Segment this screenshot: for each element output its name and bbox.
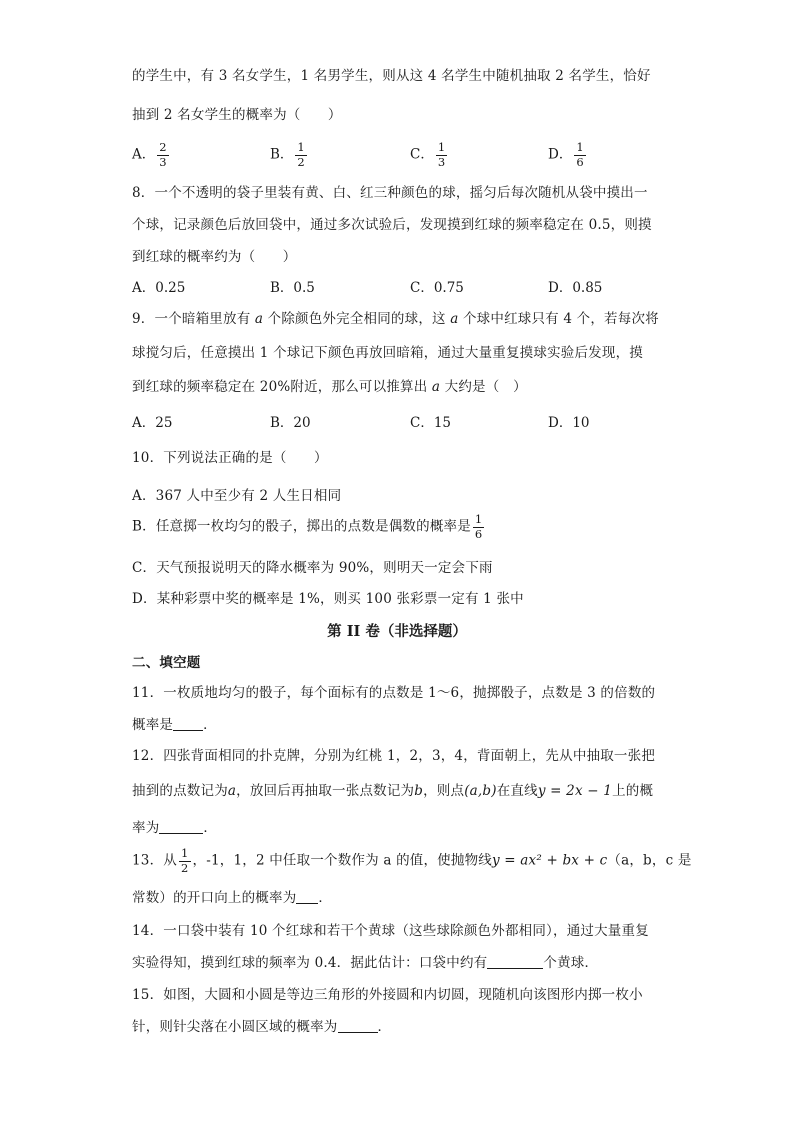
q12-line1: 12．四张背面相同的扑克牌，分别为红桃 1，2，3，4，背面朝上，先从中抽取一张把 [132,748,656,764]
q13-equation: y = ax² + bx + c [491,852,608,869]
q15-line2: 针，则针尖落在小圆区域的概率为 ． [132,1019,392,1035]
q12-line3: 率为 ． [132,820,218,836]
q13-line2: 常数）的开口向上的概率为 ． [132,890,333,906]
q7-option-c-fraction: $\frac{1}{3}$ [437,140,446,169]
q15-answer-blank[interactable] [338,1018,378,1033]
q11-line2: 概率是 ． [132,717,217,733]
q10-stem: 10．下列说法正确的是（ ） [132,450,328,466]
q14-answer-blank[interactable] [487,954,543,969]
q13-answer-blank[interactable] [296,889,318,904]
q12-answer-blank[interactable] [159,819,203,834]
q10-option-c: C．天气预报说明天的降水概率为 90%，则明天一定会下雨 [132,560,493,576]
q9-option-b: B．20 [270,415,311,431]
q8-line2: 个球，记录颜色后放回袋中，通过多次试验后，发现摸到红球的频率稳定在 0.5，则摸 [132,217,652,233]
q12-equation: y = 2x − 1 [537,783,613,799]
q12-point: (a,b) [464,783,497,799]
q14-line1: 14．一口袋中装有 10 个红球和若干个黄球（这些球除颜色外都相同），通过大量重复 [132,923,649,939]
q13-line1: 13．从 $\frac{1}{2}$ ，-1，1，2 中任取一个数作为 a 的值，使抛物线y = ax² + bx + c（a，b，c 是 [132,846,692,875]
q7-option-d-fraction: $\frac{1}{6}$ [576,140,584,169]
q10-option-d: D．某种彩票中奖的概率是 1%，则买 100 张彩票一定有 1 张中 [132,591,524,607]
q7-option-c: C． $\frac{1}{3}$ [410,140,446,169]
q12-line2: 抽到的点数记为a，放回后再抽取一张点数记为b，则点(a,b)在直线y = 2x − 1上的概 [132,783,654,799]
q9-option-c: C．15 [410,415,452,431]
q9-option-d: D．10 [548,415,590,431]
section-heading: 二、填空题 [132,655,201,671]
q9-line1: 9．一个暗箱里放有 a 个除颜色外完全相同的球，这 a 个球中红球只有 4 个，若每次将 [132,311,659,327]
q10-option-b: B．任意掷一枚均匀的骰子，掷出的点数是偶数的概率是 $\frac{1}{6}$ [132,512,483,541]
q7-option-b-fraction: $\frac{1}{2}$ [297,140,305,169]
q7-line2: 抽到 2 名女学生的概率为（ ） [132,107,342,123]
q9-option-a: A．25 [132,415,173,431]
q9-line2: 球搅匀后，任意摸出 1 个球记下颜色再放回暗箱，通过大量重复摸球实验后发现，摸 [132,345,643,361]
q13-half-fraction: $\frac{1}{2}$ [180,846,189,875]
q7-line1: 的学生中，有 3 名女学生，1 名男学生，则从这 4 名学生中随机抽取 2 名学生，恰好 [132,68,651,84]
q8-line1: 8．一个不透明的袋子里装有黄、白、红三种颜色的球，摇匀后每次随机从袋中摸出一 [132,185,648,201]
q10-option-a: A．367 人中至少有 2 人生日相同 [132,488,342,504]
q8-option-d: D．0.85 [548,280,603,296]
q11-answer-blank[interactable] [173,716,203,731]
q10-option-b-fraction: $\frac{1}{6}$ [474,512,483,541]
q7-option-a-fraction: $\frac{2}{3}$ [159,140,167,169]
q14-line2: 实验得知，摸到红球的频率为 0.4．据此估计：口袋中约有 个黄球． [132,955,599,971]
section-title: 第 II 卷（非选择题） [327,623,467,640]
q8-line3: 到红球的概率约为（ ） [132,249,297,265]
q7-option-a: A． $\frac{2}{3}$ [132,140,167,169]
q8-option-c: C．0.75 [410,280,464,296]
q9-line3: 到红球的频率稳定在 20%附近，那么可以推算出 a 大约是（ ） [132,379,527,395]
q8-option-b: B．0.5 [270,280,315,296]
q15-line1: 15．如图，大圆和小圆是等边三角形的外接圆和内切圆，现随机向该图形内掷一枚小 [132,987,643,1003]
q11-line1: 11．一枚质地均匀的骰子，每个面标有的点数是 1～6，抛掷骰子，点数是 3 的倍数的 [132,685,656,701]
q7-option-b: B． $\frac{1}{2}$ [270,140,305,169]
q7-option-d: D． $\frac{1}{6}$ [548,140,584,169]
q8-option-a: A．0.25 [132,280,186,296]
